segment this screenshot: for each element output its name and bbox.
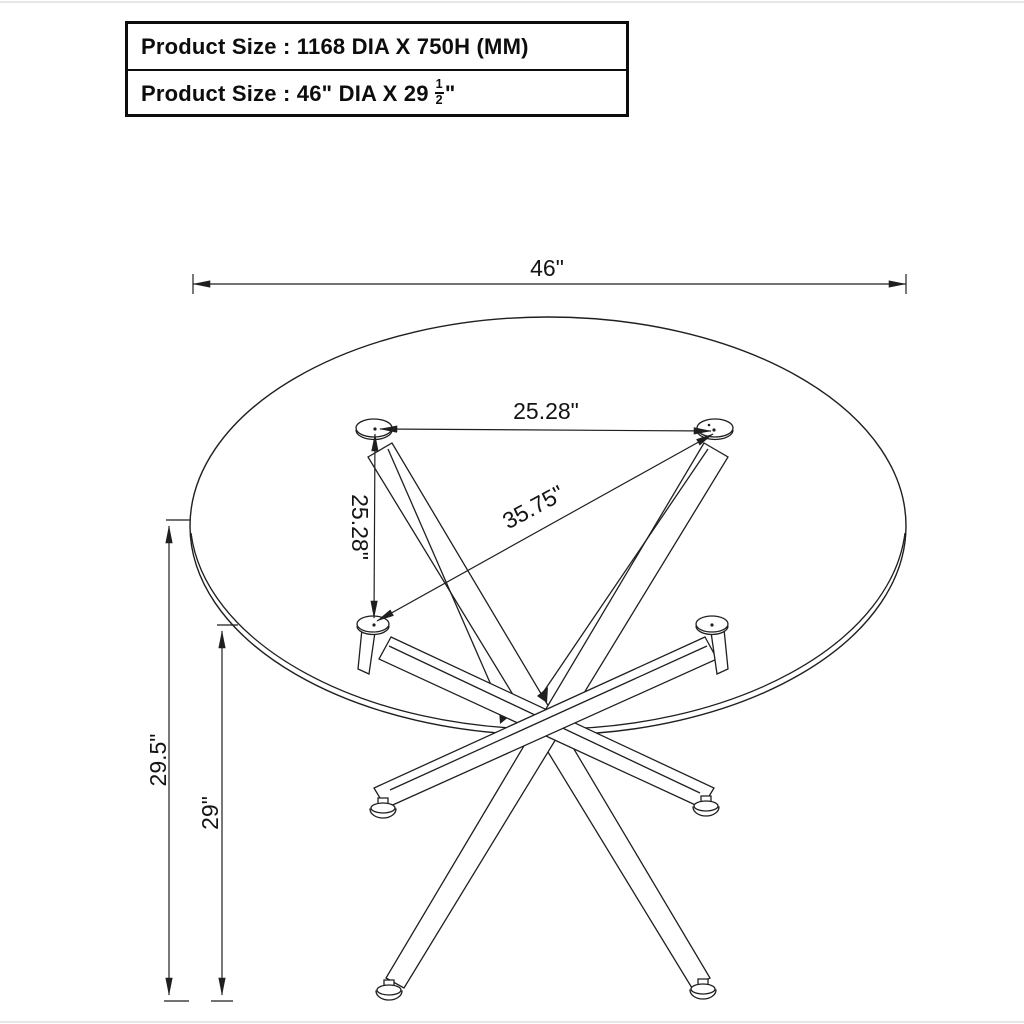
cap-stem-lower-right xyxy=(711,629,728,674)
cap-lower-left xyxy=(357,616,389,635)
fraction-numerator: 1 xyxy=(435,78,444,93)
label-leg-span-horizontal: 25.28" xyxy=(513,398,579,424)
cap-stem-lower-left xyxy=(358,629,375,674)
page-bottom-border xyxy=(0,1021,1024,1023)
label-height-overall: 29.5" xyxy=(145,733,171,787)
label-leg-span-vertical: 25.28" xyxy=(347,494,373,560)
label-leg-span-diagonal: 35.75" xyxy=(498,479,569,535)
label-height-base: 29" xyxy=(197,796,223,830)
fraction-denominator: 2 xyxy=(435,92,443,107)
product-size-imperial-text: Product Size : 46" DIA X 29 xyxy=(141,80,429,106)
product-size-metric-text: Product Size : 1168 DIA X 750H (MM) xyxy=(141,33,529,59)
product-size-imperial-quote: " xyxy=(444,80,456,106)
dim-leg-span-horizontal xyxy=(380,429,711,431)
cap-lower-right xyxy=(696,616,728,635)
cap-upper-right xyxy=(697,419,733,440)
table-top-thickness-edge xyxy=(191,533,905,729)
label-diameter-46: 46" xyxy=(530,255,564,281)
